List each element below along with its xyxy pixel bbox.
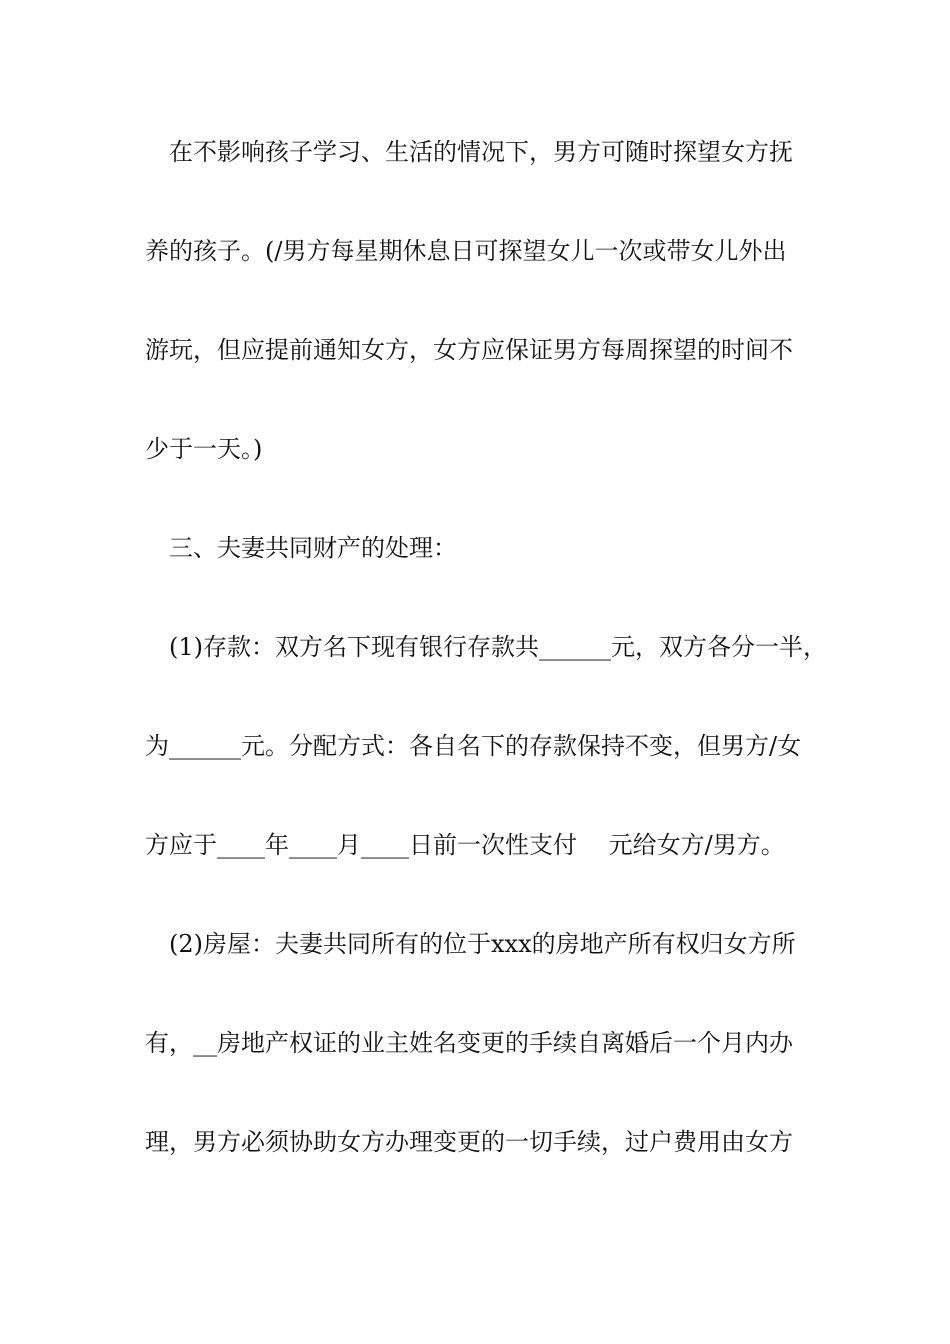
- paragraph-line-9: (2)房屋：夫妻共同所有的位于xxx的房地产所有权归女方所: [145, 930, 796, 958]
- paragraph-line-3: 游玩，但应提前通知女方，女方应保证男方每周探望的时间不: [145, 336, 793, 364]
- paragraph-line-4: 少于一天。): [145, 435, 263, 463]
- paragraph-line-6: (1)存款：双方名下现有银行存款共______元，双方各分一半，: [145, 633, 827, 661]
- paragraph-line-8: 方应于____年____月____日前一次性支付 元给女方/男方。: [145, 831, 785, 859]
- paragraph-line-11: 理，男方必须协助女方办理变更的一切手续，过户费用由女方: [145, 1128, 793, 1156]
- paragraph-line-7: 为______元。分配方式：各自名下的存款保持不变，但男方/女: [145, 732, 802, 760]
- paragraph-line-10: 有，__房地产权证的业主姓名变更的手续自离婚后一个月内办: [145, 1029, 793, 1057]
- paragraph-line-1: 在不影响孩子学习、生活的情况下，男方可随时探望女方抚: [145, 138, 793, 166]
- paragraph-line-2: 养的孩子。(/男方每星期休息日可探望女儿一次或带女儿外出: [145, 237, 787, 265]
- section-heading-property: 三、夫妻共同财产的处理：: [145, 534, 457, 562]
